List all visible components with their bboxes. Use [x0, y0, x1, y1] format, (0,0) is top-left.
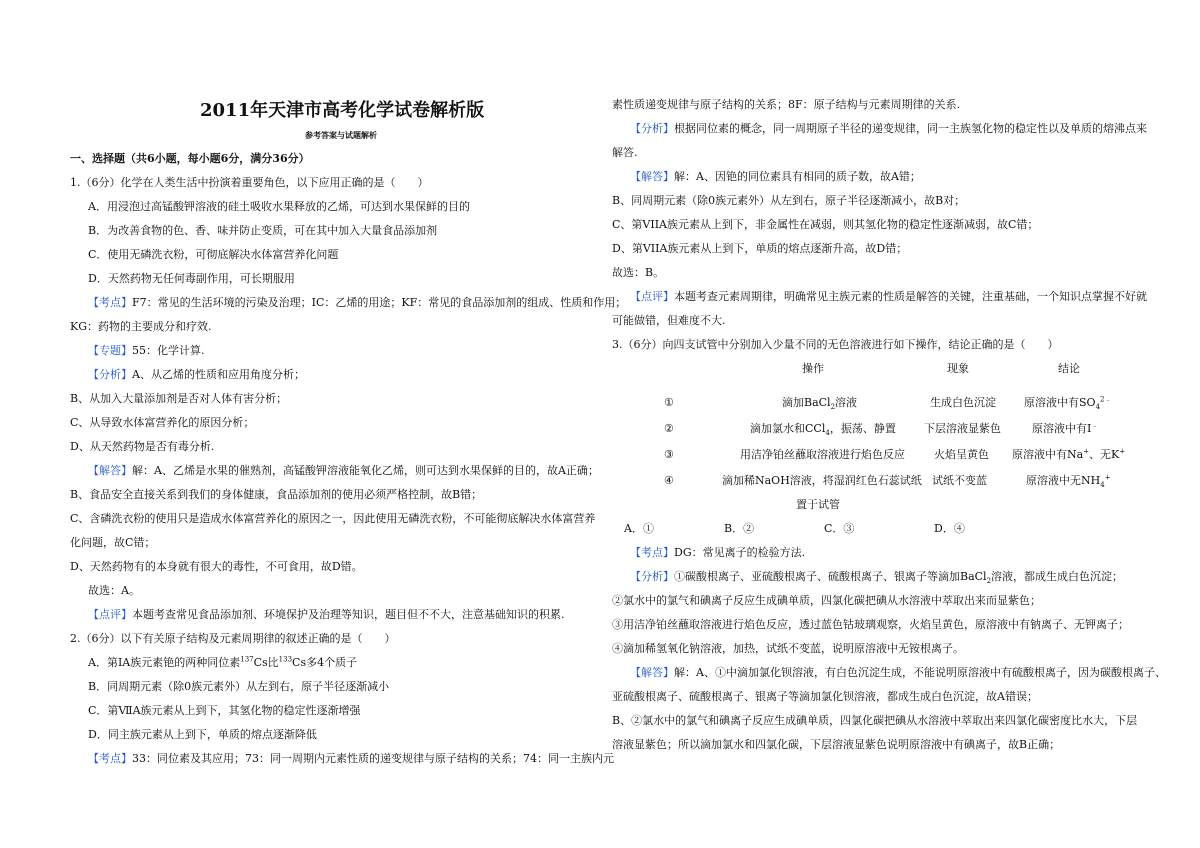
- q3-fenxi-3: ③用洁净铂丝蘸取溶液进行焰色反应，透过蓝色钴玻璃观察，火焰呈黄色，原溶液中有钠离子、无钾离子；: [612, 618, 1129, 631]
- q1-jieda-d: D、天然药物有的本身就有很大的毒性，不可食用，故D错。: [70, 560, 363, 573]
- table-header-op: 操作: [802, 362, 824, 375]
- q2-dianping: 【点评】本题考查元素周期律，明确常见主族元素的性质是解答的关键，注重基础，一个知识点掌握不好就: [630, 290, 1147, 303]
- q3-fenxi-4: ④滴加稀氢氧化钠溶液，加热，试纸不变蓝，说明原溶液中无铵根离子。: [612, 642, 964, 655]
- q2-option-c: C．第ⅦA族元素从上到下，其氢化物的稳定性逐渐增强: [88, 704, 361, 717]
- q1-dianping: 【点评】本题考查常见食品添加剂、环境保护及治理等知识，题目但不不大，注意基础知识的积累.: [88, 608, 565, 621]
- q3-kaodian: 【考点】DG：常见离子的检验方法.: [630, 546, 806, 559]
- q1-option-c: C．使用无磷洗衣粉，可彻底解决水体富营养化问题: [88, 248, 339, 261]
- table-header-phen: 现象: [947, 362, 969, 375]
- q2-jieda-d: D、第VIIA族元素从上到下，单质的熔点逐渐升高，故D错；: [612, 242, 908, 255]
- question-2: 2.（6分）以下有关原子结构及元素周期律的叙述正确的是（ ）: [70, 632, 396, 645]
- q1-jieda-b: B、食品安全直接关系到我们的身体健康，食品添加剂的使用必须严格控制，故B错；: [70, 488, 483, 501]
- q1-option-a: A．用浸泡过高锰酸钾溶液的硅土吸收水果释放的乙烯，可达到水果保鲜的目的: [88, 200, 470, 213]
- q2-option-d: D．同主族元素从上到下，单质的熔点逐渐降低: [88, 728, 317, 741]
- q1-jieda-c: C、含磷洗衣粉的使用只是造成水体富营养化的原因之一，因此使用无磷洗衣粉，不可能彻底解决水体富营养: [70, 512, 596, 525]
- q3-jieda: 【解答】解：A、①中滴加氯化钡溶液，有白色沉淀生成，不能说明原溶液中有硫酸根离子，因为碳酸根离子、: [630, 666, 1166, 679]
- dianping-tag: 【点评】: [88, 608, 132, 621]
- fenxi-tag: 【分析】: [88, 368, 132, 381]
- q1-kaodian-cont: KG：药物的主要成分和疗效.: [70, 320, 212, 333]
- exam-page: 2011年天津市高考化学试卷解析版 参考答案与试题解析 一、选择题（共6小题，每小题6分，满分36分） 1.（6分）化学在人类生活中扮演着重要角色，以下应用正确的是（ ） A．用浸泡过高锰酸钾溶液的硅土吸收水果释放的乙烯，可达到水果保鲜的目的 B．为改善食物的色、香、味并防止变质，可在其中加入大量食品添加剂 C．使用无磷洗衣粉，可彻底解决水体富营养化问题 D．天然药物无任何毒副作用，可长期服用 【考点】F7：常见的生活环境的污染及治理；IC：乙烯的用途；KF：常见的食品添加剂的组成、性质和作用； KG：药物的主要成分和疗效. 【专题】55：化学计算. 【分析】A、从乙烯的性质和应用角度分析； B、从加入大量添加剂是否对人体有害分析； C、从导致水体富营养化的原因分析； D、从天然药物是否有毒分析. 【解答】解：A、乙烯是水果的催熟剂，高锰酸钾溶液能氧化乙烯，则可达到水果保鲜的目的，故A正确； B、食品安全直接关系到我们的身体健康，食品添加剂的使用必须严格控制，故B错； C、含磷洗衣粉的使用只是造成水体富营养化的原因之一，因此使用无磷洗衣粉，不可能彻底解决水体富营养 化问题，故C错； D、天然药物有的本身就有很大的毒性，不可食用，故D错。 故选：A。 【点评】本题考查常见食品添加剂、环境保护及治理等知识，题目但不不大，注意基础知识的积累. 2.（6分）以下有关原子结构及元素周期律的叙述正确的是（ ） A．第IA族元素铯的两种同位素$^{137}$Cs比$^{133}$Cs多4个质子 B．同周期元素（除0族元素外）从左到右，原子半径逐渐减小 C．第ⅦA族元素从上到下，其氢化物的稳定性逐渐增强 D．同主族元素从上到下，单质的熔点逐渐降低 【考点】33：同位素及其应用；73：同一周期内元素性质的递变规律与原子结构的关系；74：同一主族内元 素性质递变规律与原子结构的关系；8F：原子结构与元素周期律的关系. 【分析】根据同位素的概念，同一周期原子半径的递变规律，同一主族氢化物的稳定性以及单质的熔沸点来 解答. 【解答】解：A、因铯的同位素具有相同的质子数，故A错； B、同周期元素（除0族元素外）从左到右，原子半径逐渐减小，故B对； C、第VIIA族元素从上到下，非金属性在减弱，则其氢化物的稳定性逐渐减弱，故C错； D、第VIIA族元素从上到下，单质的熔点逐渐升高，故D错； 故选：B。 【点评】本题考查元素周期律，明确常见主族元素的性质是解答的关键，注重基础，一个知识点掌握不好就 可能做错，但难度不大. 3.（6分）向四支试管中分别加入少量不同的无色溶液进行如下操作，结论正确的是（ ） 操作 现象 结论 ① 滴加BaCl$_2$溶液 生成白色沉淀 原溶液中有$SO_4^{2﹣}$ ② 滴加氯水和CCl$_4$，振荡、静置 下层溶液显紫色 原溶液中有I﹣ ③ 用洁净铂丝蘸取溶液进行焰色反应 火焰呈黄色 原溶液中有Na+、无K+ ④ 滴加稀NaOH溶液，将湿润红色石蕊试纸 试纸不变蓝 原溶液中无$NH_4^+$ 置于试管 A．① B．② C．③ D．④ 【考点】DG：常见离子的检验方法. 【分析】①碳酸根离子、亚硫酸根离子、硫酸根离子、银离子等滴加BaCl$_2$溶液，都成生成白色沉淀； ②氯水中的氯气和碘离子反应生成碘单质，四氯化碳把碘从水溶液中萃取出来而显紫色； ③用洁净铂丝蘸取溶液进行焰色反应，透过蓝色钴玻璃观察，火焰呈黄色，原溶液中有钠离子、无钾离子； ④滴加稀氢氧化钠溶液，加热，试纸不变蓝，说明原溶液中无铵根离子。 【解答】解：A、①中滴加氯化钡溶液，有白色沉淀生成，不能说明原溶液中有硫酸根离子，因为碳酸根离子、 亚硫酸根离子、硫酸根离子、银离子等滴加氯化钡溶液，都成生成白色沉淀，故A错误； B、②氯水中的氯气和碘离子反应生成碘单质，四氯化碳把碘从水溶液中萃取出来四氯化碳密度比水大，下层 溶液显紫色；所以滴加氯水和四氯化碳，下层溶液显紫色说明原溶液中有碘离子，故B正确；: [70, 98, 1166, 765]
- table-header-con: 结论: [1058, 362, 1080, 375]
- q3-fenxi: 【分析】①碳酸根离子、亚硫酸根离子、硫酸根离子、银离子等滴加BaCl$_2$溶液，都成生成白色沉淀；: [630, 570, 1124, 586]
- q2-jieda-b: B、同周期元素（除0族元素外）从左到右，原子半径逐渐减小，故B对；: [612, 194, 966, 207]
- q1-fenxi-c: C、从导致水体富营养化的原因分析；: [70, 416, 255, 429]
- q3-option-a: A．①: [624, 522, 654, 535]
- q2-answer: 故选：B。: [612, 266, 665, 279]
- q2-dianping-cont: 可能做错，但难度不大.: [612, 314, 726, 327]
- jieda-tag: 【解答】: [88, 464, 132, 477]
- q1-jieda: 【解答】解：A、乙烯是水果的催熟剂，高锰酸钾溶液能氧化乙烯，则可达到水果保鲜的目的，故A正确；: [88, 464, 599, 477]
- q3-fenxi-2: ②氯水中的氯气和碘离子反应生成碘单质，四氯化碳把碘从水溶液中萃取出来而显紫色；: [612, 594, 1041, 607]
- q1-answer: 故选：A。: [88, 584, 140, 597]
- q1-fenxi: 【分析】A、从乙烯的性质和应用角度分析；: [88, 368, 305, 381]
- kaodian-tag: 【考点】: [88, 296, 132, 309]
- q1-option-d: D．天然药物无任何毒副作用，可长期服用: [88, 272, 295, 285]
- q2-jieda-c: C、第VIIA族元素从上到下，非金属性在减弱，则其氢化物的稳定性逐渐减弱，故C错；: [612, 218, 1039, 231]
- q2-fenxi: 【分析】根据同位素的概念，同一周期原子半径的递变规律，同一主族氢化物的稳定性以及单质的熔沸点来: [630, 122, 1147, 135]
- q2-kaodian: 【考点】33：同位素及其应用；73：同一周期内元素性质的递变规律与原子结构的关系；74：同一主族内元: [88, 752, 614, 765]
- question-1: 1.（6分）化学在人类生活中扮演着重要角色，以下应用正确的是（ ）: [70, 176, 429, 189]
- q2-option-a: A．第IA族元素铯的两种同位素$^{137}$Cs比$^{133}$Cs多4个质子: [88, 655, 358, 669]
- q1-kaodian: 【考点】F7：常见的生活环境的污染及治理；IC：乙烯的用途；KF：常见的食品添加剂的组成、性质和作用；: [88, 296, 627, 309]
- q2-fenxi-cont: 解答.: [612, 146, 638, 159]
- page-subtitle: 参考答案与试题解析: [305, 130, 377, 140]
- q3-jieda-4: 溶液显紫色；所以滴加氯水和四氯化碳，下层溶液显紫色说明原溶液中有碘离子，故B正确；: [612, 738, 1061, 751]
- page-title: 2011年天津市高考化学试卷解析版: [200, 100, 485, 121]
- q3-option-b: B．②: [724, 522, 755, 535]
- q2-option-b: B．同周期元素（除0族元素外）从左到右，原子半径逐渐减小: [88, 680, 390, 693]
- q1-fenxi-b: B、从加入大量添加剂是否对人体有害分析；: [70, 392, 288, 405]
- q3-option-d: D．④: [934, 522, 965, 535]
- q1-option-b: B．为改善食物的色、香、味并防止变质，可在其中加入大量食品添加剂: [88, 224, 438, 237]
- q3-jieda-2: 亚硫酸根离子、硫酸根离子、银离子等滴加氯化钡溶液，都成生成白色沉淀，故A错误；: [612, 690, 1038, 703]
- q3-option-c: C．③: [824, 522, 855, 535]
- section-heading: 一、选择题（共6小题，每小题6分，满分36分）: [70, 152, 310, 165]
- q1-jieda-c2: 化问题，故C错；: [70, 536, 156, 549]
- zhuanti-tag: 【专题】: [88, 344, 132, 357]
- q1-zhuanti: 【专题】55：化学计算.: [88, 344, 205, 357]
- question-3: 3.（6分）向四支试管中分别加入少量不同的无色溶液进行如下操作，结论正确的是（ ）: [612, 338, 1059, 351]
- q1-fenxi-d: D、从天然药物是否有毒分析.: [70, 440, 215, 453]
- q2-jieda: 【解答】解：A、因铯的同位素具有相同的质子数，故A错；: [630, 170, 921, 183]
- q3-jieda-3: B、②氯水中的氯气和碘离子反应生成碘单质，四氯化碳把碘从水溶液中萃取出来四氯化碳密度比水大，下层: [612, 714, 1138, 727]
- q2-kaodian-cont: 素性质递变规律与原子结构的关系；8F：原子结构与元素周期律的关系.: [612, 98, 961, 111]
